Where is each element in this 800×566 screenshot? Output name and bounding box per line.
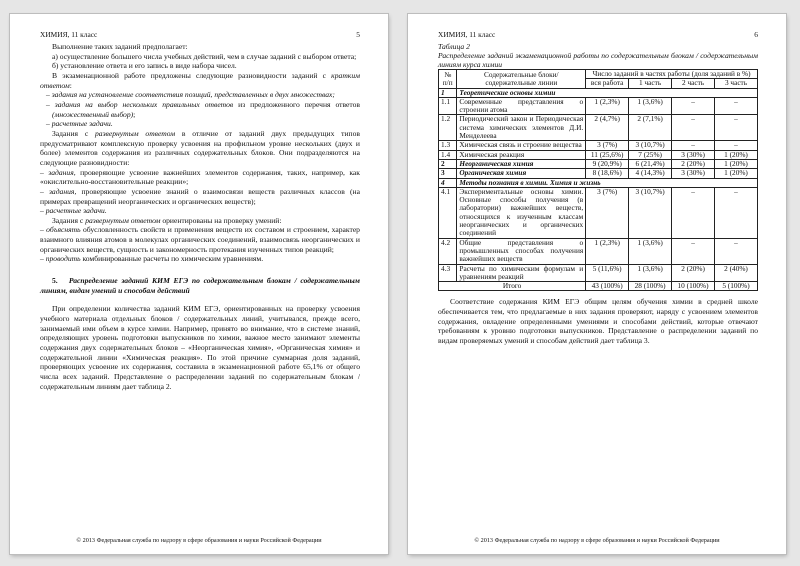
header-part3: 3 часть [715, 79, 758, 88]
cell-part1: 7 (25%) [629, 150, 672, 159]
cell-part2: 2 (20%) [672, 264, 715, 282]
list-item: – объяснять обусловленность свойств и применения веществ их составом и строением, характер взаимного влияния атомов в молекулах органических соединений, взаимосвязь неорганических и органических веществ, сущность и закономерность протекания изученных типов реакций; [40, 225, 360, 254]
row-name: Химическая реакция [457, 150, 586, 159]
cell-all: 8 (18,6%) [586, 169, 629, 178]
list-item: – расчетные задачи. [46, 119, 113, 129]
row-number: 4.1 [439, 187, 457, 238]
paragraph: а) осуществление большего числа учебных действий, чем в случае заданий с выбором ответа; [52, 51, 357, 61]
page-header [438, 30, 758, 39]
section-name: Теоретические основы химии [457, 88, 758, 97]
cell-part2: – [672, 97, 715, 115]
paragraph: Задания с развернутым ответом в отличие от заданий двух предыдущих типов предусматривают комплексную проверку усвоения на профильном уровне нескольких (двух и более) элементов содержания из различных содержательных блоков. Они подразделяются на следующие разновидности: [40, 128, 361, 167]
cell-part3: 2 (40%) [715, 264, 758, 282]
section-name: Методы познания в химии. Химия и жизнь [457, 178, 758, 187]
row-number: 2 [439, 159, 457, 168]
row-name: Периодический закон и Периодическая система химических элементов Д.И. Менделеева [457, 115, 586, 141]
cell-part2: – [672, 141, 715, 150]
paragraph: б) установление ответа и его запись в виде набора чисел. [52, 61, 237, 71]
row-number: 3 [439, 169, 457, 178]
paragraph: При определении количества заданий КИМ ЕГЭ, ориентированных на проверку усвоения учебного материала отдельных блоков / содержательных линий, учитывался, прежде всего, занимаемый ими объем в курсе химии. Например, принято во внимание, что в системе знаний, определяющих уровень подготовки выпускников по химии, важное место занимают элементы содержания двух содержательных блоков – «Неорганическая химия», «Органическая химия» и содержательной линии «Химическая реакция». По этой причине суммарная доля заданий, проверяющих усвоение их содержания, составила в экзаменационной работе 65,1% от общего числа всех заданий. Представление о распределении заданий по содержательным блокам / содержательным линиям дает таблица 2. [40, 304, 360, 391]
row-number: 1 [439, 88, 457, 97]
cell-part2: 3 (30%) [672, 169, 715, 178]
row-number: 1.4 [439, 150, 457, 159]
row-name: Экспериментальные основы химии. Основные способы получения (в лаборатории) важнейших веществ, относящихся к изученным классам неорганических и органических соединений [457, 187, 586, 238]
cell-part3: 1 (20%) [715, 150, 758, 159]
cell-part1: 4 (14,3%) [629, 169, 672, 178]
page-5 [10, 14, 388, 554]
list-item: – проводить комбинированные расчеты по химическим уравнениям. [40, 254, 264, 264]
cell-part3: – [715, 187, 758, 238]
row-number: 4.3 [439, 264, 457, 282]
page-body [40, 42, 360, 391]
cell-part3: – [715, 97, 758, 115]
header-title: ХИМИЯ, 11 класс [40, 30, 98, 39]
paragraph: В экзаменационной работе предложены следующие разновидности заданий с кратким ответом: [40, 70, 360, 90]
table-row [439, 141, 758, 150]
cell-part2: 3 (30%) [672, 150, 715, 159]
page-number: 6 [754, 30, 758, 39]
cell-part1: 1 (3,6%) [629, 238, 672, 264]
header-num: № п/п [439, 70, 457, 89]
cell-all: 5 (11,6%) [586, 264, 629, 282]
cell-part2: – [672, 238, 715, 264]
cell-part3: – [715, 115, 758, 141]
header-part1: 1 часть [629, 79, 672, 88]
table-caption: Распределение заданий экзаменационной работы по содержательным блокам / содержательным линиям курса химии [438, 51, 758, 69]
table-body [439, 88, 758, 291]
cell-part1: 3 (10,7%) [629, 141, 672, 150]
table-row [439, 264, 758, 282]
list-item: – задания, проверяющие усвоение знаний о взаимосвязи веществ различных классов (на примерах превращений неорганических и органических веществ); [40, 186, 360, 206]
row-number: 4.2 [439, 238, 457, 264]
section-heading: 5. Распределение заданий КИМ ЕГЭ по содержательным блокам / содержательным линиям, видам умений и способам действий [40, 276, 360, 295]
row-number: 1.3 [439, 141, 457, 150]
total-part3: 5 (100%) [715, 282, 758, 291]
list-item: – задания, проверяющие усвоение важнейших элементов содержания, таких, например, как «окислительно-восстановительные реакции»; [40, 167, 360, 187]
paragraph: Соответствие содержания КИМ ЕГЭ общим целям обучения химии в средней школе обеспечивается тем, что предлагаемые в них задания проверяют, наряду с усвоением элементов содержания, овладение определенными умениями и способами действий, которые отвечают требованиям к уровню подготовки выпускников. Представление о распределении заданий по видам проверяемых умений и способам действий дает таблица 3. [438, 297, 758, 346]
table-row [439, 88, 758, 97]
page-number: 5 [356, 30, 360, 39]
total-part2: 10 (100%) [672, 282, 715, 291]
cell-part1: 1 (3,6%) [629, 264, 672, 282]
cell-all: 1 (2,3%) [586, 238, 629, 264]
row-number: 1.1 [439, 97, 457, 115]
cell-all: 2 (4,7%) [586, 115, 629, 141]
paragraph: Задания с развернутым ответом ориентированы на проверку умений: [52, 215, 282, 225]
cell-part2: – [672, 187, 715, 238]
paragraph: Выполнение таких заданий предполагает: [52, 42, 188, 51]
list-item: – расчетные задачи. [40, 206, 107, 216]
page-body [438, 42, 758, 346]
table-row [439, 115, 758, 141]
cell-part1: 2 (7,1%) [629, 115, 672, 141]
cell-part1: 1 (3,6%) [629, 97, 672, 115]
distribution-table [438, 69, 758, 291]
row-number: 1.2 [439, 115, 457, 141]
cell-part2: – [672, 115, 715, 141]
page-footer: © 2013 Федеральная служба по надзору в сфере образования и науки Российской Федерации [474, 537, 720, 544]
page-6 [408, 14, 786, 554]
total-label: Итого [439, 282, 586, 291]
header-part2: 2 часть [672, 79, 715, 88]
cell-part1: 6 (21,4%) [629, 159, 672, 168]
row-name: Общие представления о промышленных способах получения важнейших веществ [457, 238, 586, 264]
table-row [439, 187, 758, 238]
cell-part3: – [715, 141, 758, 150]
list-item: – задания на выбор нескольких правильных ответов из предложенного перечня ответов (множественный выбор); [46, 99, 361, 119]
row-name: Органическая химия [457, 169, 586, 178]
row-number: 4 [439, 178, 457, 187]
header-group: Число заданий в частях работы (доля заданий в %) [586, 70, 758, 79]
row-name: Неорганическая химия [457, 159, 586, 168]
cell-part1: 3 (10,7%) [629, 187, 672, 238]
total-part1: 28 (100%) [629, 282, 672, 291]
cell-part3: 1 (20%) [715, 159, 758, 168]
table-row [439, 178, 758, 187]
page-header [40, 30, 360, 39]
row-name: Современные представления о строении атома [457, 97, 586, 115]
header-all: вся работа [586, 79, 629, 88]
header-title: ХИМИЯ, 11 класс [438, 30, 496, 39]
header-block: Содержательные блоки/ содержательные линии [457, 70, 586, 89]
cell-all: 3 (7%) [586, 187, 629, 238]
row-name: Химическая связь и строение вещества [457, 141, 586, 150]
total-all: 43 (100%) [586, 282, 629, 291]
cell-all: 3 (7%) [586, 141, 629, 150]
cell-all: 1 (2,3%) [586, 97, 629, 115]
cell-all: 9 (20,9%) [586, 159, 629, 168]
table-row [439, 169, 758, 178]
cell-part3: – [715, 238, 758, 264]
row-name: Расчеты по химическим формулам и уравнениям реакций [457, 264, 586, 282]
table-row [439, 238, 758, 264]
cell-part3: 1 (20%) [715, 169, 758, 178]
page-footer: © 2013 Федеральная служба по надзору в сфере образования и науки Российской Федерации [76, 537, 322, 544]
table-label: Таблица 2 [438, 42, 470, 51]
cell-all: 11 (25,6%) [586, 150, 629, 159]
table-row [439, 97, 758, 115]
list-item: – задания на установление соответствия позиций, представленных в двух множествах; [46, 90, 335, 100]
total-row [439, 282, 758, 291]
cell-part2: 2 (20%) [672, 159, 715, 168]
